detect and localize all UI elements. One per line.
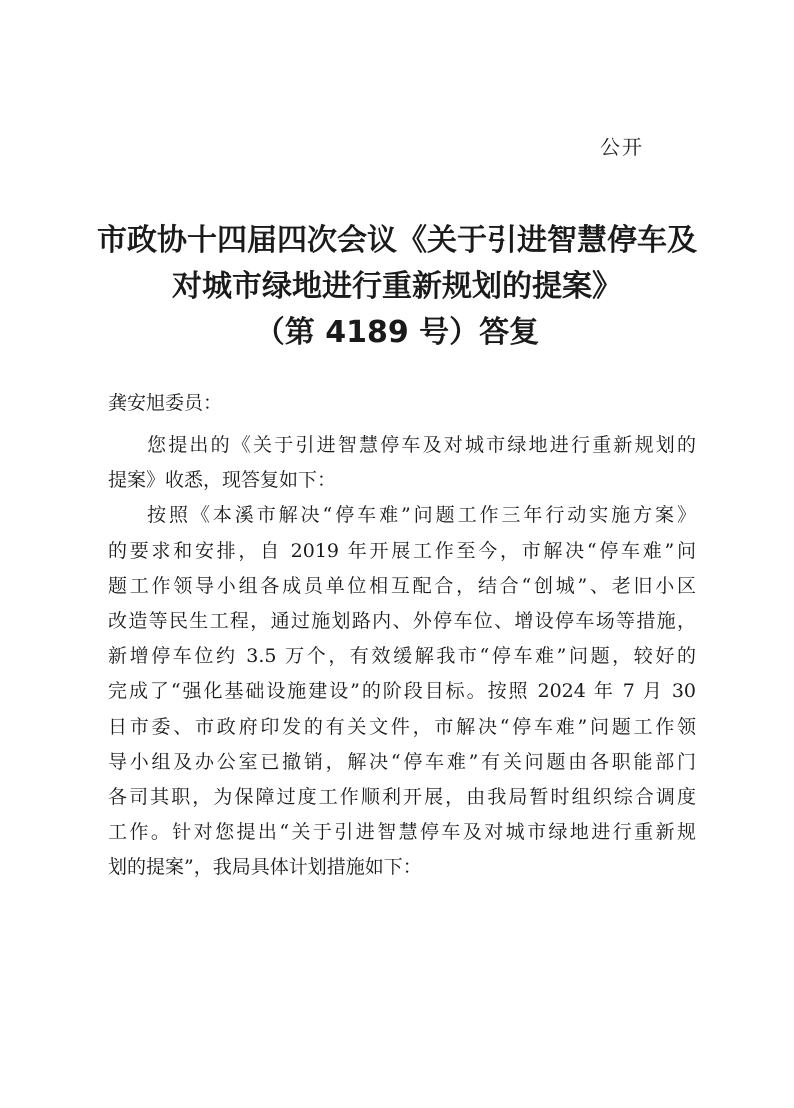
paragraph-2-line: 题工作领导小组各成员单位相互配合，结合“创城”、老旧小区 [108, 574, 696, 597]
title-line-1: 市政协十四届四次会议《关于引进智慧停车及 [97, 223, 697, 258]
title-line-3: （第 4189 号）答复 [254, 315, 540, 350]
paragraph-2-line: 各司其职，为保障过度工作顺利开展，由我局暂时组织综合调度 [108, 786, 696, 809]
paragraph-2-line: 划的提案”，我局具体计划措施如下： [108, 856, 422, 879]
paragraph-1-line: 提案》收悉，现答复如下： [108, 469, 337, 492]
paragraph-2-line: 新增停车位约 3.5 万个，有效缓解我市“停车难”问题，较好的 [108, 645, 696, 668]
paragraph-2-line: 完成了“强化基础设施建设”的阶段目标。按照 2024 年 7 月 30 [108, 680, 696, 703]
paragraph-2-line: 改造等民生工程，通过施划路内、外停车位、增设停车场等措施， [108, 610, 696, 633]
paragraph-2-line: 日市委、市政府印发的有关文件，市解决“停车难”问题工作领 [108, 715, 696, 738]
salutation: 龚安旭委员： [108, 392, 223, 414]
title-line-2: 对城市绿地进行重新规划的提案》 [172, 269, 622, 304]
paragraph-2-line: 工作。针对您提出“关于引进智慧停车及对城市绿地进行重新规 [108, 821, 696, 844]
paragraph-2-line: 导小组及办公室已撤销，解决“停车难”有关问题由各职能部门 [108, 750, 696, 773]
classification-label: 公开 [600, 135, 644, 159]
paragraph-2-line: 按照《本溪市解决“停车难”问题工作三年行动实施方案》 [147, 504, 696, 527]
paragraph-2-line: 的要求和安排，自 2019 年开展工作至今，市解决“停车难”问 [108, 539, 696, 562]
document-title [90, 218, 704, 356]
paragraph-1-line: 您提出的《关于引进智慧停车及对城市绿地进行重新规划的 [147, 434, 696, 456]
paragraph-response [108, 498, 696, 885]
letter-body [108, 428, 696, 886]
paragraph-acknowledgement [108, 428, 696, 498]
